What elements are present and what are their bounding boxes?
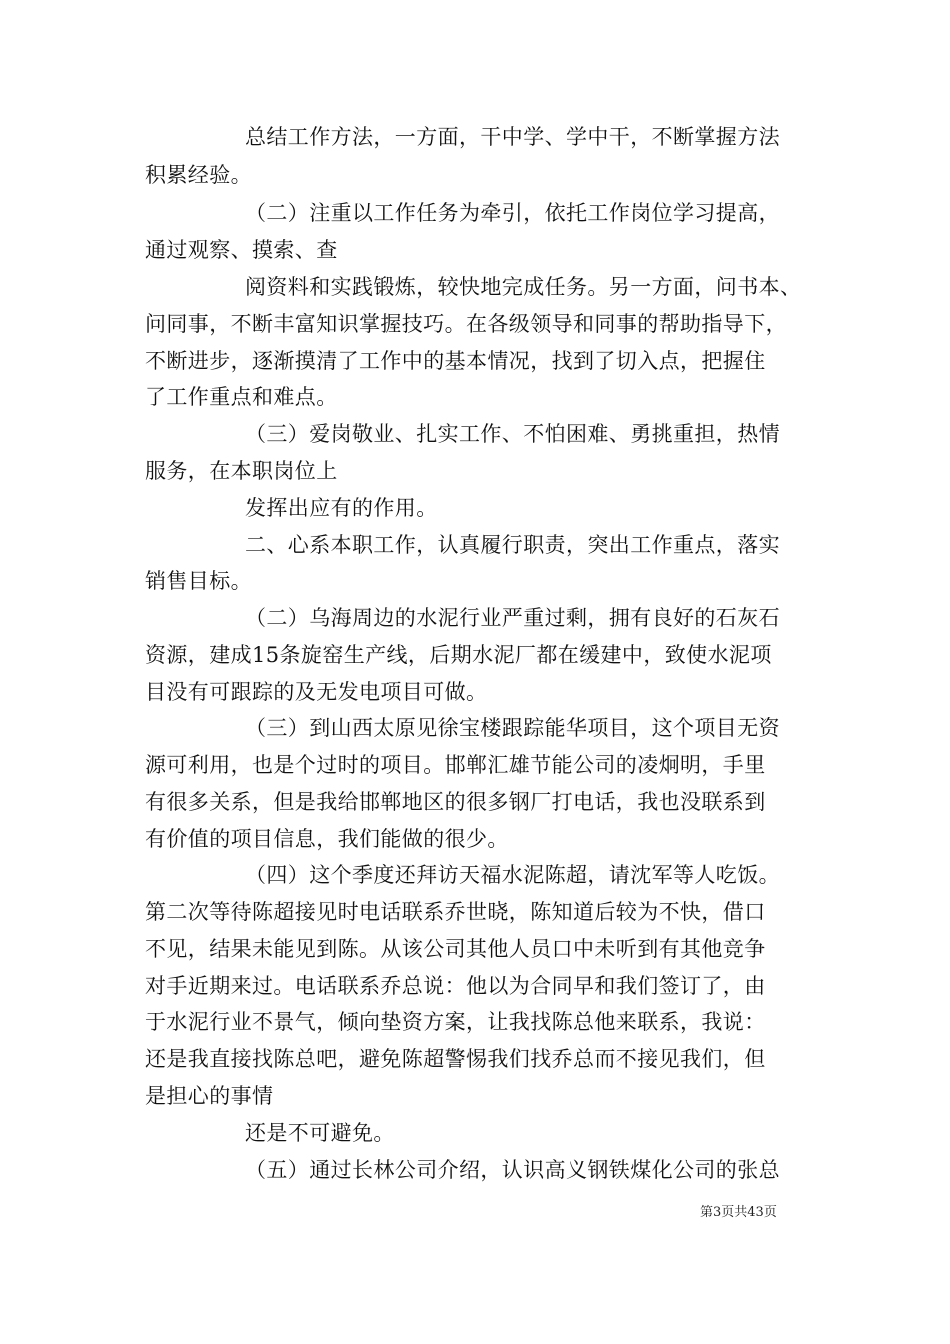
text-line: （四）这个季度还拜访天福水泥陈超，请沈军等人吃饭。	[245, 863, 780, 887]
text-line: 还是我直接找陈总吧，避免陈超警惕我们找乔总而不接见我们，但	[145, 1047, 766, 1071]
text-line: 还是不可避免。	[245, 1121, 395, 1145]
text-line: 不见，结果未能见到陈。从该公司其他人员口中未听到有其他竞争	[145, 937, 766, 961]
page-number: 第3页共43页	[700, 1205, 777, 1220]
text-line: （三）到山西太原见徐宝楼跟踪能华项目，这个项目无资	[245, 716, 780, 740]
text-line: 有很多关系，但是我给邯郸地区的很多钢厂打电话，我也没联系到	[145, 790, 766, 814]
text-line: 通过观察、摸索、查	[145, 238, 338, 262]
text-line: 源可利用，也是个过时的项目。邯郸汇雄节能公司的凌炯明，手里	[145, 753, 766, 777]
text-line: （五）通过长林公司介绍，认识高义钢铁煤化公司的张总	[245, 1158, 780, 1182]
text-line: 于水泥行业不景气，倾向垫资方案，让我找陈总他来联系，我说：	[145, 1010, 766, 1034]
text-line: 总结工作方法，一方面，干中学、学中干，不断掌握方法	[245, 125, 780, 149]
text-line: 服务，在本职岗位上	[145, 459, 338, 483]
text-line: 阅资料和实践锻炼，较快地完成任务。另一方面，问书本、	[245, 275, 802, 299]
text-line: 销售目标。	[145, 569, 252, 593]
text-line: 第二次等待陈超接见时电话联系乔世晓，陈知道后较为不快，借口	[145, 900, 766, 924]
text-line: 目没有可跟踪的及无发电项目可做。	[145, 680, 488, 704]
text-line: （三）爱岗敬业、扎实工作、不怕困难、勇挑重担，热情	[245, 422, 780, 446]
text-line: （二）乌海周边的水泥行业严重过剩，拥有良好的石灰石	[245, 606, 780, 630]
text-line: 不断进步，逐渐摸清了工作中的基本情况，找到了切入点，把握住	[145, 349, 766, 373]
text-line: 了工作重点和难点。	[145, 385, 338, 409]
text-line: 是担心的事情	[145, 1084, 274, 1108]
text-line: （二）注重以工作任务为牵引，依托工作岗位学习提高，	[245, 201, 780, 225]
text-line: 二、心系本职工作，认真履行职责，突出工作重点，落实	[245, 533, 780, 557]
text-line: 对手近期来过。电话联系乔总说：他以为合同早和我们签订了，由	[145, 974, 766, 998]
text-line: 问同事，不断丰富知识掌握技巧。在各级领导和同事的帮助指导下，	[145, 312, 787, 336]
text-line: 有价值的项目信息，我们能做的很少。	[145, 827, 509, 851]
text-line: 资源，建成15条旋窑生产线，后期水泥厂都在缓建中，致使水泥项	[145, 643, 772, 667]
text-line: 发挥出应有的作用。	[245, 496, 438, 520]
text-line: 积累经验。	[145, 163, 252, 187]
